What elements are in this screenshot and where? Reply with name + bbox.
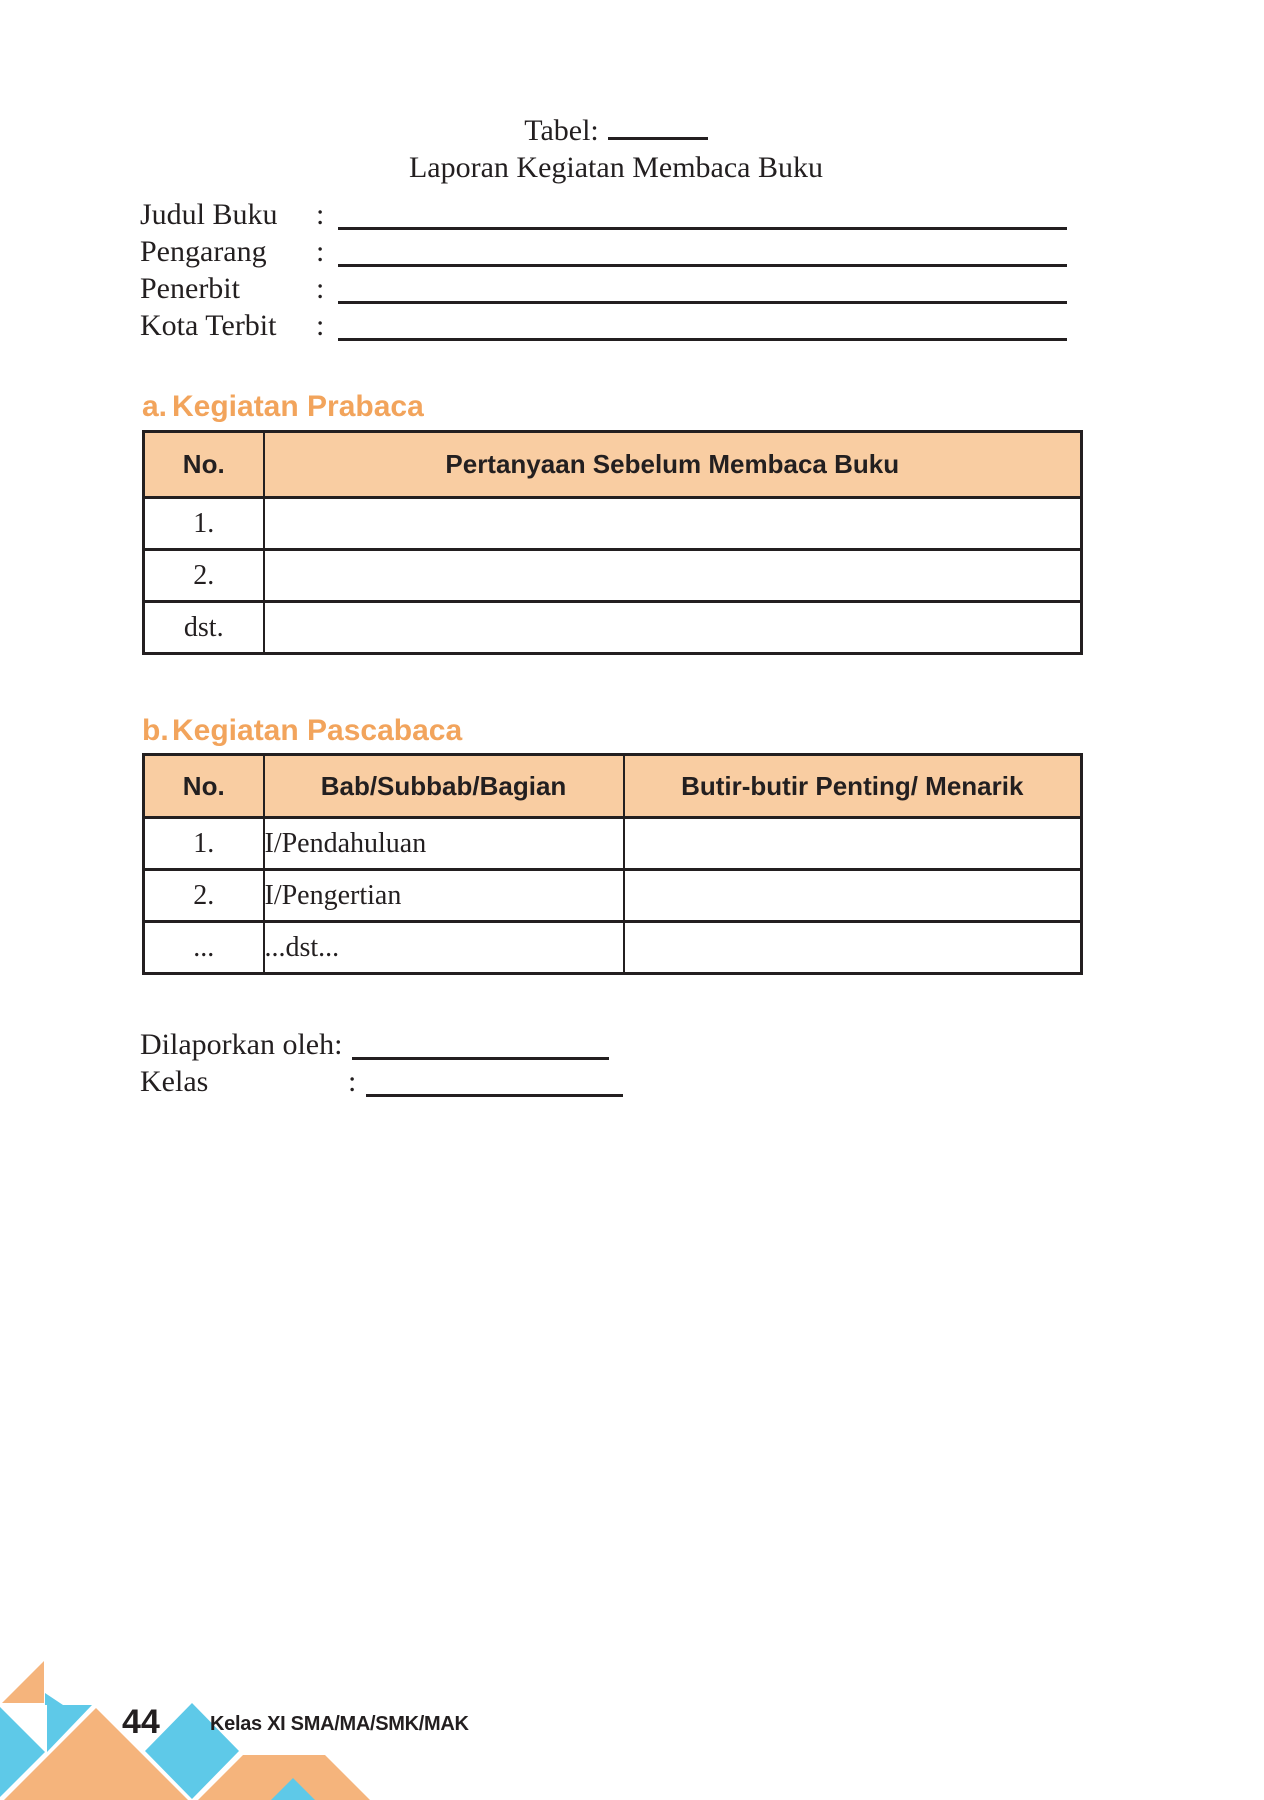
prabaca-question-cell (264, 498, 1082, 550)
prabaca-question-cell (264, 602, 1082, 654)
kota-terbit-blank-line (338, 307, 1067, 341)
prabaca-table (142, 430, 1083, 655)
report-by-block (140, 1026, 623, 1100)
judul-buku-label: Judul Buku (140, 198, 278, 231)
reported-by-blank-line (352, 1026, 609, 1060)
prabaca-header-row (144, 432, 1082, 498)
table-row (144, 498, 1082, 550)
pascabaca-row-number: 2. (144, 870, 264, 922)
pascabaca-bab-cell: I/Pengertian (264, 870, 624, 922)
pengarang-blank-line (338, 233, 1067, 267)
field-row-pengarang (140, 233, 1067, 270)
class-label: Kelas (140, 1065, 209, 1098)
colon: : (316, 272, 325, 305)
field-row-kota-terbit (140, 307, 1067, 344)
section-a-letter: a. (142, 390, 168, 423)
colon: : (316, 309, 325, 342)
kota-terbit-label: Kota Terbit (140, 309, 277, 342)
section-a-title: Kegiatan Prabaca (172, 390, 424, 423)
prabaca-question-cell (264, 550, 1082, 602)
table-row (144, 922, 1082, 974)
section-b-letter: b. (142, 714, 169, 747)
report-title: Laporan Kegiatan Membaca Buku (408, 151, 823, 184)
table-title-line (0, 112, 1232, 149)
pascabaca-butir-cell (624, 818, 1082, 870)
table-row (144, 870, 1082, 922)
decor-orange-triangle-small (2, 1661, 44, 1703)
pascabaca-butir-cell (624, 870, 1082, 922)
field-row-penerbit (140, 270, 1067, 307)
pascabaca-bab-cell: I/Pendahuluan (264, 818, 624, 870)
section-b-title: Kegiatan Pascabaca (172, 714, 463, 747)
prabaca-row-number: 2. (144, 550, 264, 602)
pascabaca-row-number: 1. (144, 818, 264, 870)
penerbit-label: Penerbit (140, 272, 240, 305)
pascabaca-header-bab: Bab/Subbab/Bagian (264, 755, 624, 818)
colon: : (316, 198, 325, 231)
title-block (0, 112, 1232, 186)
class-blank-line (366, 1063, 623, 1097)
section-a-heading (142, 392, 424, 422)
pascabaca-row-number: ... (144, 922, 264, 974)
judul-buku-blank-line (338, 196, 1067, 230)
prabaca-row-number: dst. (144, 602, 264, 654)
penerbit-blank-line (338, 270, 1067, 304)
table-row (144, 818, 1082, 870)
table-title-prefix: Tabel: (524, 114, 599, 147)
prabaca-header-question: Pertanyaan Sebelum Membaca Buku (264, 432, 1082, 498)
class-row (140, 1063, 623, 1100)
table-number-blank-line (608, 137, 708, 140)
book-info-fields (140, 196, 1067, 344)
page-number: 44 (122, 1703, 160, 1741)
pascabaca-bab-cell: ...dst... (264, 922, 624, 974)
table-row (144, 602, 1082, 654)
prabaca-row-number: 1. (144, 498, 264, 550)
prabaca-header-no: No. (144, 432, 264, 498)
reported-by-label: Dilaporkan oleh: (140, 1028, 343, 1061)
pascabaca-butir-cell (624, 922, 1082, 974)
table-row (144, 550, 1082, 602)
colon: : (316, 235, 325, 268)
colon: : (348, 1065, 357, 1098)
footer-edition-text: Kelas XI SMA/MA/SMK/MAK (210, 1713, 469, 1735)
pengarang-label: Pengarang (140, 235, 267, 268)
pascabaca-header-no: No. (144, 755, 264, 818)
pascabaca-table (142, 753, 1083, 975)
reported-by-row (140, 1026, 623, 1063)
section-b-heading (142, 716, 462, 746)
pascabaca-header-butir: Butir-butir Penting/ Menarik (624, 755, 1082, 818)
field-row-judul-buku (140, 196, 1067, 233)
decor-blue-wedge (45, 1693, 63, 1705)
pascabaca-header-row (144, 755, 1082, 818)
